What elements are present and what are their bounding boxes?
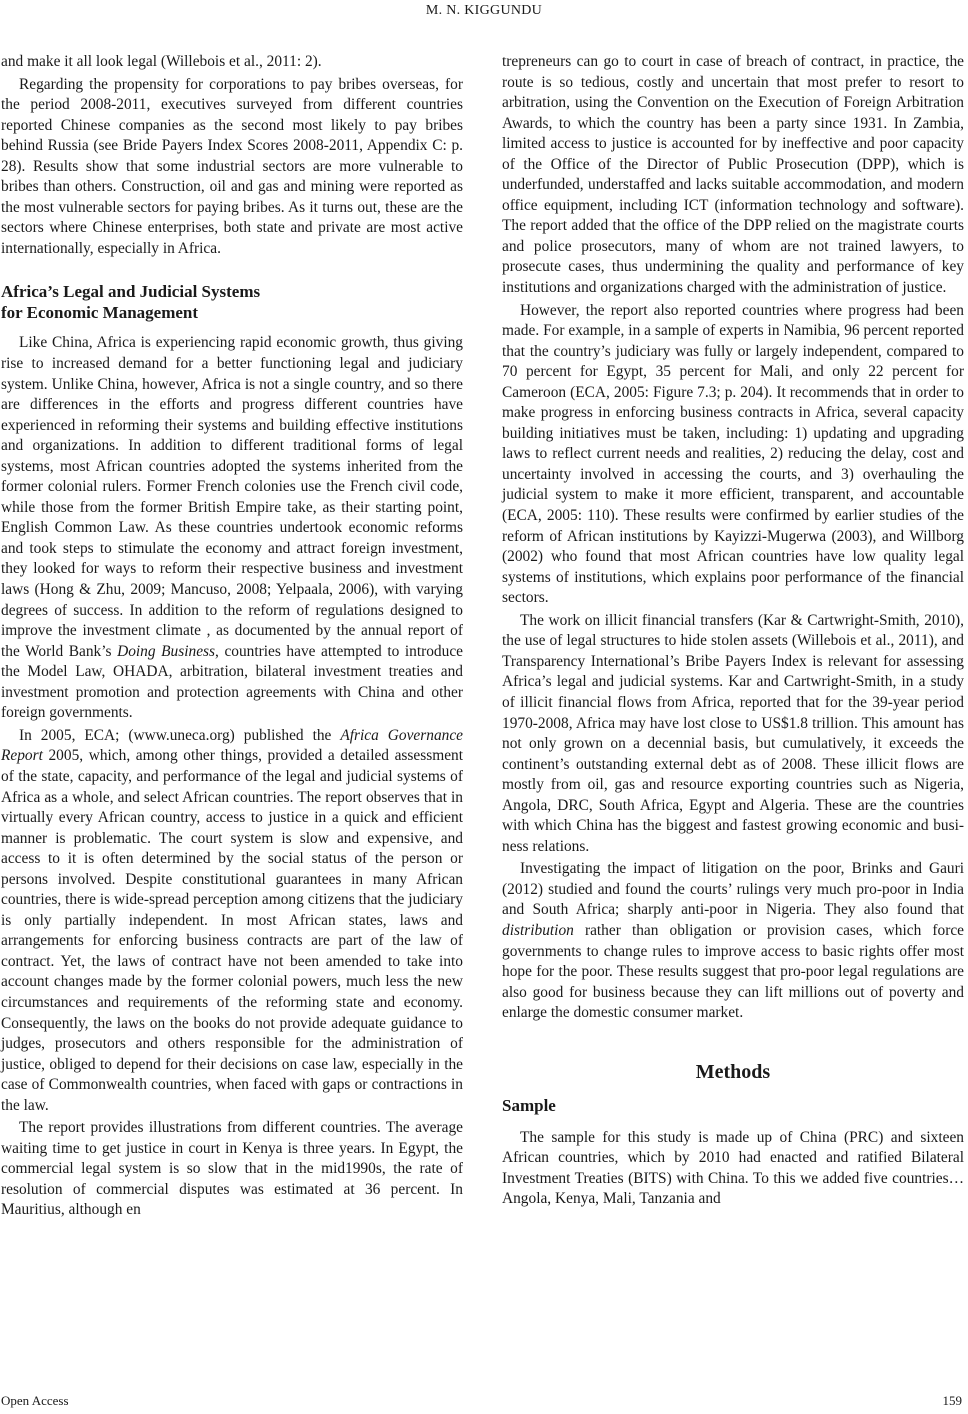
italic-title: Africa Governance Report (1, 726, 464, 765)
paragraph: The report provides illustrations from different countries. The average waiting time to get justice in court in Kenya is three years. In Egypt, the commercial legal system is so slow that in the mid1990s, the rate of resolution of commercial disputes was estimated at 36 percent. In Mauritius, although en (1, 1119, 463, 1219)
running-head: M. N. KIGGUNDU (425, 3, 543, 18)
paragraph (1, 726, 463, 1116)
page-number: 159 (942, 1393, 962, 1408)
heading-line: for Economic Management (1, 303, 199, 323)
italic-term: distribution (502, 921, 574, 939)
text-run: rather than obligation or provision cases, which force governments to change rules to improve access to basic rights offer most hope for the poor. These results suggest that pro-poor legal regulations are also good for business because they can lift millions out of poverty and enlarge the domestic consumer market. (502, 921, 964, 1022)
paragraph: The sample for this study is made up of China (PRC) and sixteen African countries, which by 2010 had enacted and ratified Bilateral Investment Treaties (BITS) with China. To this we added five countries… Angola, Kenya, Mali, Tanzania and (502, 1128, 964, 1208)
text-run: Investigating the impact of litigation on the poor, Brinks and Gauri (2012) studied and found the courts’ rulings very much pro-poor in India and South Africa; sharply anti-poor in Nigeria. They also found that (502, 860, 964, 919)
text-run: In 2005, ECA; (www.uneca.org) published the (19, 726, 341, 744)
footer-open-access: Open Access (1, 1393, 69, 1408)
text-run: Like China, Africa is experiencing rapid economic growth, thus giving rise to increased demand for a better functioning legal and judiciary system. Unlike China, however, Africa is not a single country, and so there are differences in the efforts and progress different countries have experienced in reforming their systems and building effective institutions and organizations. In addition to different traditional forms of legal systems, most African countries adopted the systems inherited from the former colonial rulers. Former French colonies use the French civil code, while those from the former British Empire take, as their starting point, English Common Law. As these countries undertook economic reforms and took steps to stimulate the economy and attract foreign investment, they looked for ways to reform their respective business and investment laws (Hong & Zhu, 2009; Mancuso, 2008; Yelpaala, 2006), with varying degrees of success. In addition to the reform of regulations designed to improve the investment climate , as documented by the annual report of the World Bank’s (1, 334, 463, 660)
paragraph: Regarding the propensity for corporations to pay bribes overseas, for the period 2008-2011, executives surveyed from different countries reported Chinese companies as the second most likely to pay bribes behind Russia (see Bride Payers Index Scores 2008-2011, Appendix C: p. 28). Results show that some industrial sectors are more vulnerable to bribes than others. Construction, oil and gas and mining were reported as the most vulnerable sectors for paying bribes. As it turns out, these are the sectors where Chinese enterprises, both state and private are most active internationally, especially in Africa. (1, 75, 463, 257)
left-column (1, 52, 463, 1221)
paragraph: trepreneurs can go to court in case of breach of contract, in practice, the route is so tedious, costly and uncertain that most prefer to resort to arbitration, using the Convention on the Execution of Foreign Arbitration Awards, to which the country has been a party since 1931. In Zambia, limited access to justice is accounted for by ineffective and poor capacity of the Office of the Director of Public Prosecution (DPP), which is underfunded, understaffed and lacks suitable accommodation, and modern office equipment, including ICT (information technology and software). The report added that the office of the DPP relied on the magistrate courts and police prosecutors, many of whom are not trained lawyers, to prosecute cases, thus undermining the quality and performance of key institutions and organizations charged with the administration of justice. (502, 53, 964, 297)
paragraph (1, 333, 463, 723)
italic-title: Doing Business (117, 642, 216, 660)
methods-heading: Methods (695, 1060, 771, 1083)
paragraph: However, the report also reported countries where progress had been made. For example, in a sample of experts in Namibia, 96 percent reported that the country’s judiciary was fully or largely independent, compared to 70 percent for Egypt, 35 percent for Mali, and only 22 percent for Cameroon (ECA, 2005: Figure 7.3; p. 204). It recommends that in order to make progress in enforcing business contracts in Africa, several capacity building initiatives must be taken, including: 1) updating and upgrading laws to reflect current needs and realities, 2) reducing the delay, cost and uncertainty involved in accessing the courts, and 3) overhauling the judicial system to make it more efficient, transparent, and accountable (ECA, 2005: 110). These results were confirmed by earlier studies of the reform of African institutions by Kayizzi-Mugerwa (2003), and Willborg (2002) who found that most African countries have low quality legal systems of institutions, which explains poor performance of the financial sectors. (502, 301, 964, 607)
text-run: , countries have attempted to introduce the Model Law, OHADA, arbitration, bilateral investment treaties and investment promotion and protection agreements with China and other foreign governments. (1, 642, 463, 722)
sample-heading: Sample (502, 1095, 556, 1115)
paragraph (502, 859, 964, 1023)
paragraph: The work on illicit financial transfers (Kar & Cartwright-Smith, 2010), the use of legal structures to hide stolen assets (Willebois et al., 2011), and Transparency International’s Bribe Payers Index is relevant for assessing Africa’s legal and judicial systems. Kar and Cartwright-Smith, in a study of illicit financial flows from Africa, reported that for the 39-year period 1970-2008, Africa may have lost close to US$1.8 trillion. This amount has not only grown on a decennial basis, but cumulatively, it exceeds the continent’s outstanding external debt as of 2008. These illicit flows are mostly from oil, gas and resource exporting countries such as Nigeria, Angola, DRC, South Africa, Egypt and Algeria. These are the countries with which China has the biggest and fastest growing economic and business relations. (502, 611, 964, 855)
text-run: 2005, which, among other things, provided a detailed assessment of the state, capacity, and performance of the legal and judicial systems of Africa as a whole, and select African countries. The report observes that in virtually every African country, access to justice in a quick and efficient manner is problematic. The court system is slow and expensive, and access to it is often determined by the social status of the person or persons involved. Despite constitutional guarantees in many African countries, there is wide-spread perception among citizens that the judiciary is only partially independent. In most African states, laws and arrangements for enforcing business contracts are part of the law of contract. Yet, the laws of contract have not been amended to take into account changes made by the former colonial powers, much less the new circumstances and requirements of the reforming state and economy. Consequently, the laws on the books do not provide adequate guidance to judges, prosecutors and others responsible for the administration of justice, obliged to depend for their decisions on case law, especially in the case of Commonwealth countries, when faced with gaps or contractions in the law. (1, 747, 463, 1114)
paragraph: and make it all look legal (Willebois et al., 2011: 2). (1, 53, 322, 70)
right-column (502, 52, 964, 1210)
section-heading (1, 281, 463, 323)
heading-line: Africa’s Legal and Judicial Systems (1, 282, 261, 302)
